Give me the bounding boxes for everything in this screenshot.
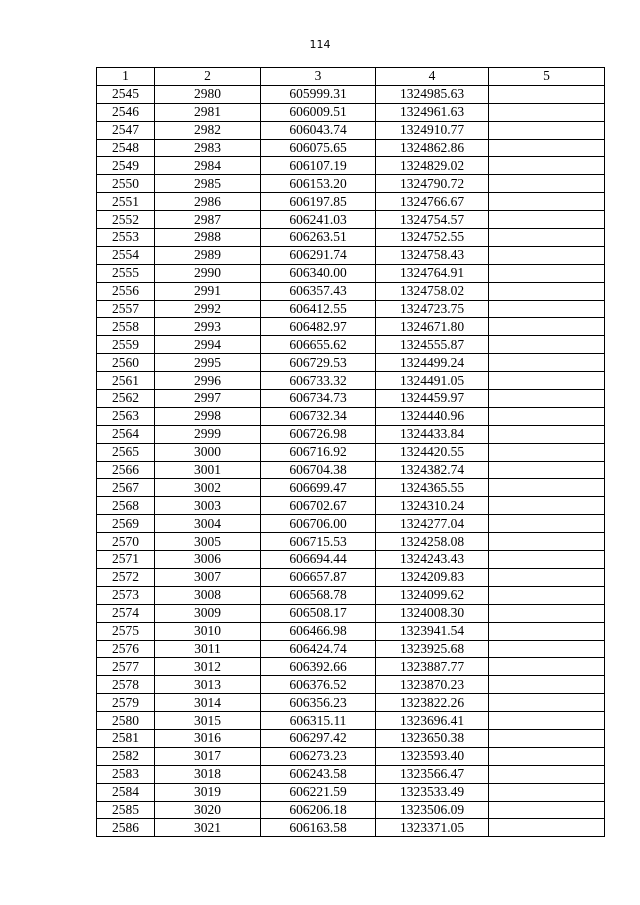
table-cell: 2570 bbox=[97, 533, 155, 551]
table-cell bbox=[489, 121, 605, 139]
table-cell: 2552 bbox=[97, 211, 155, 229]
table-cell: 606297.42 bbox=[261, 729, 376, 747]
table-cell: 606733.32 bbox=[261, 372, 376, 390]
table-cell: 606221.59 bbox=[261, 783, 376, 801]
table-cell: 1324209.83 bbox=[376, 568, 489, 586]
table-row bbox=[97, 121, 605, 139]
table-cell: 1324961.63 bbox=[376, 103, 489, 121]
table-cell: 3010 bbox=[155, 622, 261, 640]
table-cell: 2580 bbox=[97, 712, 155, 730]
table-cell: 2550 bbox=[97, 175, 155, 193]
table-cell bbox=[489, 372, 605, 390]
table-cell: 606197.85 bbox=[261, 193, 376, 211]
table-cell bbox=[489, 640, 605, 658]
table-cell: 1324258.08 bbox=[376, 533, 489, 551]
table-cell bbox=[489, 533, 605, 551]
table-cell bbox=[489, 229, 605, 247]
table-cell bbox=[489, 425, 605, 443]
table-cell: 1324985.63 bbox=[376, 85, 489, 103]
table-cell: 2998 bbox=[155, 407, 261, 425]
table-row bbox=[97, 407, 605, 425]
table-cell: 3020 bbox=[155, 801, 261, 819]
table-row bbox=[97, 533, 605, 551]
table-cell: 1323593.40 bbox=[376, 747, 489, 765]
table-cell bbox=[489, 586, 605, 604]
table-row bbox=[97, 246, 605, 264]
table-cell: 2981 bbox=[155, 103, 261, 121]
table-cell: 606291.74 bbox=[261, 246, 376, 264]
table-cell: 3009 bbox=[155, 604, 261, 622]
table-cell: 2572 bbox=[97, 568, 155, 586]
table-cell: 2565 bbox=[97, 443, 155, 461]
table-cell: 606702.67 bbox=[261, 497, 376, 515]
table-cell: 606508.17 bbox=[261, 604, 376, 622]
table-cell: 3012 bbox=[155, 658, 261, 676]
table-row bbox=[97, 85, 605, 103]
table-cell bbox=[489, 729, 605, 747]
table-cell: 3019 bbox=[155, 783, 261, 801]
table-row bbox=[97, 318, 605, 336]
table-cell: 606706.00 bbox=[261, 515, 376, 533]
table-cell: 2577 bbox=[97, 658, 155, 676]
table-cell: 606243.58 bbox=[261, 765, 376, 783]
table-cell bbox=[489, 354, 605, 372]
table-cell: 606699.47 bbox=[261, 479, 376, 497]
table-cell bbox=[489, 193, 605, 211]
table-cell: 2984 bbox=[155, 157, 261, 175]
table-cell: 1324752.55 bbox=[376, 229, 489, 247]
table-cell bbox=[489, 765, 605, 783]
table-cell bbox=[489, 515, 605, 533]
table-cell bbox=[489, 712, 605, 730]
coordinates-table bbox=[96, 67, 605, 837]
table-cell bbox=[489, 819, 605, 837]
table-cell bbox=[489, 407, 605, 425]
table-row bbox=[97, 551, 605, 569]
table-cell: 2554 bbox=[97, 246, 155, 264]
table-cell: 606732.34 bbox=[261, 407, 376, 425]
table-cell: 606075.65 bbox=[261, 139, 376, 157]
table-cell: 1324829.02 bbox=[376, 157, 489, 175]
table-cell: 1323941.54 bbox=[376, 622, 489, 640]
table-row bbox=[97, 694, 605, 712]
table-row bbox=[97, 479, 605, 497]
table-cell: 3007 bbox=[155, 568, 261, 586]
table-cell: 1324862.86 bbox=[376, 139, 489, 157]
table-cell: 606715.53 bbox=[261, 533, 376, 551]
table-cell: 2987 bbox=[155, 211, 261, 229]
table-cell: 1323650.38 bbox=[376, 729, 489, 747]
table-cell: 606482.97 bbox=[261, 318, 376, 336]
table-cell: 606315.11 bbox=[261, 712, 376, 730]
table-cell: 1323696.41 bbox=[376, 712, 489, 730]
page-number: 114 bbox=[309, 38, 331, 51]
table-cell bbox=[489, 497, 605, 515]
table-cell: 1324671.80 bbox=[376, 318, 489, 336]
table-cell: 2576 bbox=[97, 640, 155, 658]
table-cell: 606153.20 bbox=[261, 175, 376, 193]
table-cell: 3018 bbox=[155, 765, 261, 783]
table-cell: 1324365.55 bbox=[376, 479, 489, 497]
table-cell: 2545 bbox=[97, 85, 155, 103]
table-cell: 1324243.43 bbox=[376, 551, 489, 569]
table-row bbox=[97, 604, 605, 622]
table-row bbox=[97, 300, 605, 318]
table-cell: 2566 bbox=[97, 461, 155, 479]
table-row bbox=[97, 515, 605, 533]
table-cell: 3003 bbox=[155, 497, 261, 515]
table-cell: 3005 bbox=[155, 533, 261, 551]
table-cell: 606657.87 bbox=[261, 568, 376, 586]
table-row bbox=[97, 676, 605, 694]
table-cell bbox=[489, 318, 605, 336]
table-cell: 2578 bbox=[97, 676, 155, 694]
table-cell: 3017 bbox=[155, 747, 261, 765]
table-cell bbox=[489, 479, 605, 497]
table-cell: 606356.23 bbox=[261, 694, 376, 712]
table-cell: 606694.44 bbox=[261, 551, 376, 569]
table-cell: 2983 bbox=[155, 139, 261, 157]
table-cell: 2556 bbox=[97, 282, 155, 300]
table-cell bbox=[489, 300, 605, 318]
table-cell: 2574 bbox=[97, 604, 155, 622]
table-cell: 2982 bbox=[155, 121, 261, 139]
table-row bbox=[97, 658, 605, 676]
table-cell: 2992 bbox=[155, 300, 261, 318]
table-row bbox=[97, 157, 605, 175]
table-row bbox=[97, 139, 605, 157]
table-row bbox=[97, 568, 605, 586]
table-cell: 606043.74 bbox=[261, 121, 376, 139]
column-header: 3 bbox=[261, 68, 376, 86]
table-cell: 1324008.30 bbox=[376, 604, 489, 622]
table-cell: 3004 bbox=[155, 515, 261, 533]
table-cell bbox=[489, 694, 605, 712]
table-cell: 2553 bbox=[97, 229, 155, 247]
table-row bbox=[97, 193, 605, 211]
table-cell bbox=[489, 676, 605, 694]
column-header: 1 bbox=[97, 68, 155, 86]
table-row bbox=[97, 801, 605, 819]
table-cell: 2569 bbox=[97, 515, 155, 533]
table-cell bbox=[489, 568, 605, 586]
table-cell: 606340.00 bbox=[261, 264, 376, 282]
column-header: 5 bbox=[489, 68, 605, 86]
table-row bbox=[97, 622, 605, 640]
table-cell bbox=[489, 604, 605, 622]
table-cell: 2573 bbox=[97, 586, 155, 604]
table-cell: 1324310.24 bbox=[376, 497, 489, 515]
table-cell: 2563 bbox=[97, 407, 155, 425]
table-cell bbox=[489, 443, 605, 461]
table-row bbox=[97, 765, 605, 783]
table-cell: 1324758.43 bbox=[376, 246, 489, 264]
table-cell: 2548 bbox=[97, 139, 155, 157]
table-cell: 2559 bbox=[97, 336, 155, 354]
table-cell: 2999 bbox=[155, 425, 261, 443]
table-cell: 2985 bbox=[155, 175, 261, 193]
table-header-row bbox=[97, 68, 605, 86]
table-cell bbox=[489, 336, 605, 354]
table-cell: 2980 bbox=[155, 85, 261, 103]
table-cell bbox=[489, 246, 605, 264]
table-cell: 606734.73 bbox=[261, 390, 376, 408]
table-cell: 1324555.87 bbox=[376, 336, 489, 354]
table-cell: 606241.03 bbox=[261, 211, 376, 229]
table-cell bbox=[489, 157, 605, 175]
table-cell: 2997 bbox=[155, 390, 261, 408]
table-cell: 606726.98 bbox=[261, 425, 376, 443]
table-cell bbox=[489, 85, 605, 103]
table-cell: 1324420.55 bbox=[376, 443, 489, 461]
table-cell: 606704.38 bbox=[261, 461, 376, 479]
table-cell bbox=[489, 103, 605, 121]
table-cell: 2561 bbox=[97, 372, 155, 390]
table-cell bbox=[489, 264, 605, 282]
table-cell bbox=[489, 801, 605, 819]
table-cell: 2560 bbox=[97, 354, 155, 372]
table-cell: 605999.31 bbox=[261, 85, 376, 103]
table-cell: 3014 bbox=[155, 694, 261, 712]
table-cell: 2994 bbox=[155, 336, 261, 354]
table-cell: 1323533.49 bbox=[376, 783, 489, 801]
table-row bbox=[97, 819, 605, 837]
table-row bbox=[97, 712, 605, 730]
table-cell: 1324910.77 bbox=[376, 121, 489, 139]
table-cell: 1324723.75 bbox=[376, 300, 489, 318]
table-cell: 606729.53 bbox=[261, 354, 376, 372]
table-cell: 2546 bbox=[97, 103, 155, 121]
table-cell: 606163.58 bbox=[261, 819, 376, 837]
table-cell: 3000 bbox=[155, 443, 261, 461]
table-row bbox=[97, 336, 605, 354]
table-row bbox=[97, 783, 605, 801]
table-cell: 2575 bbox=[97, 622, 155, 640]
table-cell: 606655.62 bbox=[261, 336, 376, 354]
table-cell: 1324499.24 bbox=[376, 354, 489, 372]
table-row bbox=[97, 229, 605, 247]
table-cell: 2996 bbox=[155, 372, 261, 390]
table-cell: 1324459.97 bbox=[376, 390, 489, 408]
table-cell: 1323506.09 bbox=[376, 801, 489, 819]
table-cell: 606273.23 bbox=[261, 747, 376, 765]
table-cell: 2558 bbox=[97, 318, 155, 336]
table-row bbox=[97, 729, 605, 747]
table-cell bbox=[489, 211, 605, 229]
table-row bbox=[97, 461, 605, 479]
table-cell: 606107.19 bbox=[261, 157, 376, 175]
table-cell: 606466.98 bbox=[261, 622, 376, 640]
table-cell: 2584 bbox=[97, 783, 155, 801]
table-cell: 3002 bbox=[155, 479, 261, 497]
table-cell: 2990 bbox=[155, 264, 261, 282]
table-cell: 1323371.05 bbox=[376, 819, 489, 837]
table-cell: 2568 bbox=[97, 497, 155, 515]
table-body bbox=[97, 85, 605, 836]
table-row bbox=[97, 497, 605, 515]
table-cell: 1323887.77 bbox=[376, 658, 489, 676]
table-cell bbox=[489, 390, 605, 408]
table-row bbox=[97, 443, 605, 461]
table-row bbox=[97, 282, 605, 300]
table-cell: 1324758.02 bbox=[376, 282, 489, 300]
table-row bbox=[97, 640, 605, 658]
table-cell: 3016 bbox=[155, 729, 261, 747]
table-cell: 606357.43 bbox=[261, 282, 376, 300]
column-header: 4 bbox=[376, 68, 489, 86]
table-cell: 1324790.72 bbox=[376, 175, 489, 193]
table-cell: 606716.92 bbox=[261, 443, 376, 461]
table-cell: 3015 bbox=[155, 712, 261, 730]
table-cell: 2993 bbox=[155, 318, 261, 336]
table-cell: 1324099.62 bbox=[376, 586, 489, 604]
table-cell: 2583 bbox=[97, 765, 155, 783]
table-cell: 3021 bbox=[155, 819, 261, 837]
table-cell bbox=[489, 622, 605, 640]
table-cell: 606376.52 bbox=[261, 676, 376, 694]
table-cell: 1323822.26 bbox=[376, 694, 489, 712]
table-cell: 3011 bbox=[155, 640, 261, 658]
table-cell: 1324491.05 bbox=[376, 372, 489, 390]
table-cell bbox=[489, 747, 605, 765]
table-cell: 2582 bbox=[97, 747, 155, 765]
table-cell: 2991 bbox=[155, 282, 261, 300]
table-cell bbox=[489, 175, 605, 193]
table-cell: 1324433.84 bbox=[376, 425, 489, 443]
table-cell: 1324277.04 bbox=[376, 515, 489, 533]
table-cell: 2551 bbox=[97, 193, 155, 211]
table-cell bbox=[489, 461, 605, 479]
table-cell: 2989 bbox=[155, 246, 261, 264]
table-cell: 1323925.68 bbox=[376, 640, 489, 658]
table-cell: 1324754.57 bbox=[376, 211, 489, 229]
table-cell: 2547 bbox=[97, 121, 155, 139]
table-row bbox=[97, 211, 605, 229]
table-cell: 1324382.74 bbox=[376, 461, 489, 479]
table-cell: 3006 bbox=[155, 551, 261, 569]
table-cell: 1324440.96 bbox=[376, 407, 489, 425]
table-cell: 606424.74 bbox=[261, 640, 376, 658]
table-cell: 1324764.91 bbox=[376, 264, 489, 282]
table-cell: 2581 bbox=[97, 729, 155, 747]
table-cell: 3008 bbox=[155, 586, 261, 604]
table-cell: 606412.55 bbox=[261, 300, 376, 318]
table-cell: 606568.78 bbox=[261, 586, 376, 604]
table-row bbox=[97, 175, 605, 193]
table-cell bbox=[489, 783, 605, 801]
table-cell: 1323870.23 bbox=[376, 676, 489, 694]
table-row bbox=[97, 103, 605, 121]
table-cell: 2562 bbox=[97, 390, 155, 408]
table-row bbox=[97, 264, 605, 282]
table-cell: 2585 bbox=[97, 801, 155, 819]
table-row bbox=[97, 747, 605, 765]
table-cell bbox=[489, 658, 605, 676]
table-cell bbox=[489, 282, 605, 300]
table-cell: 1324766.67 bbox=[376, 193, 489, 211]
table-cell: 2555 bbox=[97, 264, 155, 282]
table-cell: 2567 bbox=[97, 479, 155, 497]
table-cell: 606263.51 bbox=[261, 229, 376, 247]
table-cell: 2586 bbox=[97, 819, 155, 837]
table-cell: 2557 bbox=[97, 300, 155, 318]
table-cell: 2549 bbox=[97, 157, 155, 175]
table-cell: 2571 bbox=[97, 551, 155, 569]
table-row bbox=[97, 390, 605, 408]
table-row bbox=[97, 372, 605, 390]
table-cell: 606009.51 bbox=[261, 103, 376, 121]
table-cell: 2988 bbox=[155, 229, 261, 247]
table-cell: 2579 bbox=[97, 694, 155, 712]
table-cell bbox=[489, 139, 605, 157]
table-cell: 3013 bbox=[155, 676, 261, 694]
table-cell: 606206.18 bbox=[261, 801, 376, 819]
table-row bbox=[97, 586, 605, 604]
table-row bbox=[97, 425, 605, 443]
table-cell: 2986 bbox=[155, 193, 261, 211]
table-cell: 606392.66 bbox=[261, 658, 376, 676]
table-cell: 2995 bbox=[155, 354, 261, 372]
table-cell: 1323566.47 bbox=[376, 765, 489, 783]
column-header: 2 bbox=[155, 68, 261, 86]
table-cell bbox=[489, 551, 605, 569]
table-cell: 3001 bbox=[155, 461, 261, 479]
table-cell: 2564 bbox=[97, 425, 155, 443]
table-row bbox=[97, 354, 605, 372]
